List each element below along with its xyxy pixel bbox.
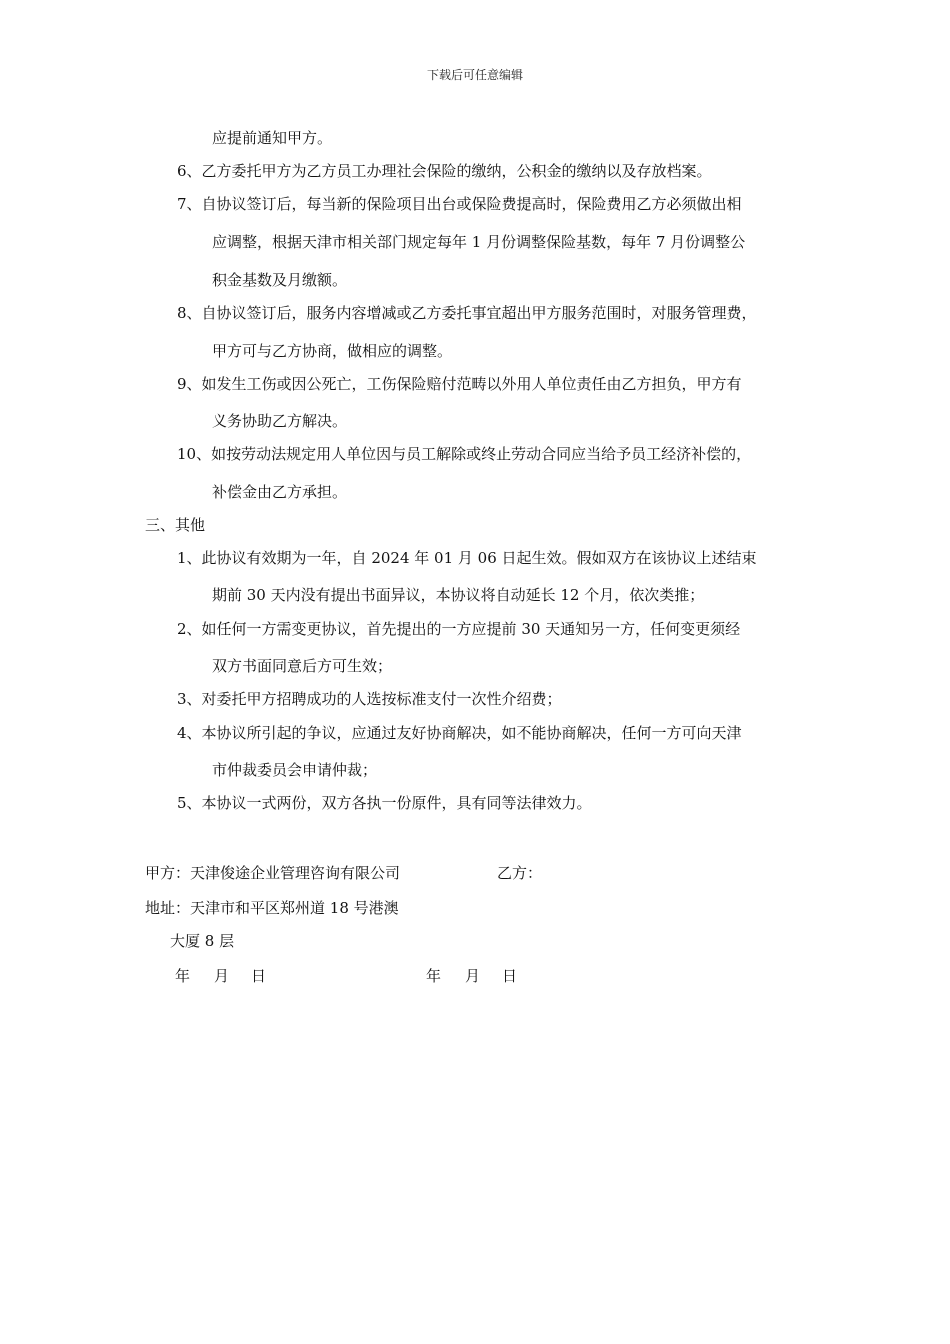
item-continuation: 双方书面同意后方可生效； (212, 657, 393, 675)
list-item (177, 689, 562, 709)
item-text: 对委托甲方招聘成功的人选按标准支付一次性介绍费； (201, 690, 562, 708)
date-b-month: 月 (465, 967, 481, 985)
item-text: 如按劳动法规定用人单位因与员工解除或终止劳动合同应当给予员工经济补偿的， (211, 445, 752, 463)
item-continuation: 应调整，根据天津市相关部门规定每年 1 月份调整保险基数，每年 7 月份调整公 (212, 233, 746, 251)
item-continuation: 积金基数及月缴额。 (212, 271, 348, 289)
date-b-year: 年 (426, 967, 442, 985)
list-item (177, 161, 712, 181)
list-item (177, 619, 740, 639)
item-text: 如任何一方需变更协议，首先提出的一方应提前 30 天通知另一方，任何变更须经 (201, 620, 741, 638)
list-item (177, 793, 592, 813)
date-a-day: 日 (251, 967, 267, 985)
party-a-address-cont: 大厦 8 层 (170, 932, 235, 950)
date-b-day: 日 (502, 967, 518, 985)
item-number: 2、 (177, 620, 202, 638)
list-item (177, 444, 751, 464)
item-continuation: 市仲裁委员会申请仲裁； (212, 761, 378, 779)
item-text: 本协议所引起的争议，应通过友好协商解决，如不能协商解决，任何一方可向天津 (201, 724, 742, 742)
party-a-address: 地址：天津市和平区郑州道 18 号港澳 (145, 899, 399, 917)
item-text: 此协议有效期为一年，自 2024 年 01 月 06 日起生效。假如双方在该协议上述结束 (201, 549, 757, 567)
item-number: 1、 (177, 549, 202, 567)
list-item (177, 303, 757, 323)
item-number: 3、 (177, 690, 202, 708)
list-item (177, 194, 742, 214)
item-text: 如发生工伤或因公死亡，工伤保险赔付范畴以外用人单位责任由乙方担负，甲方有 (201, 375, 742, 393)
item-number: 9、 (177, 375, 202, 393)
item-text: 乙方委托甲方为乙方员工办理社会保险的缴纳，公积金的缴纳以及存放档案。 (201, 162, 712, 180)
item-continuation: 补偿金由乙方承担。 (212, 483, 348, 501)
list-item (177, 723, 742, 743)
item-number: 8、 (177, 304, 202, 322)
item-text: 自协议签订后，每当新的保险项目出台或保险费提高时，保险费用乙方必须做出相 (201, 195, 742, 213)
signature-dates (0, 966, 950, 986)
party-a-name: 甲方：天津俊途企业管理咨询有限公司 (145, 864, 401, 882)
item-continuation: 期前 30 天内没有提出书面异议，本协议将自动延长 12 个月，依次类推； (212, 586, 705, 604)
header-note: 下载后可任意编辑 (426, 68, 523, 82)
date-a-year: 年 (175, 967, 191, 985)
party-b-name: 乙方： (497, 864, 543, 882)
continued-text: 应提前通知甲方。 (212, 129, 333, 147)
item-text: 本协议一式两份，双方各执一份原件，具有同等法律效力。 (201, 794, 592, 812)
item-number: 4、 (177, 724, 202, 742)
date-a-month: 月 (214, 967, 230, 985)
item-continuation: 义务协助乙方解决。 (212, 412, 348, 430)
list-item (177, 374, 742, 394)
item-number: 7、 (177, 195, 202, 213)
list-item (177, 548, 757, 568)
item-number: 6、 (177, 162, 202, 180)
item-text: 自协议签订后，服务内容增减或乙方委托事宜超出甲方服务范围时，对服务管理费， (201, 304, 757, 322)
item-continuation: 甲方可与乙方协商，做相应的调整。 (212, 342, 453, 360)
section-heading: 三、其他 (145, 516, 206, 534)
item-number: 5、 (177, 794, 202, 812)
item-number: 10、 (177, 445, 212, 463)
